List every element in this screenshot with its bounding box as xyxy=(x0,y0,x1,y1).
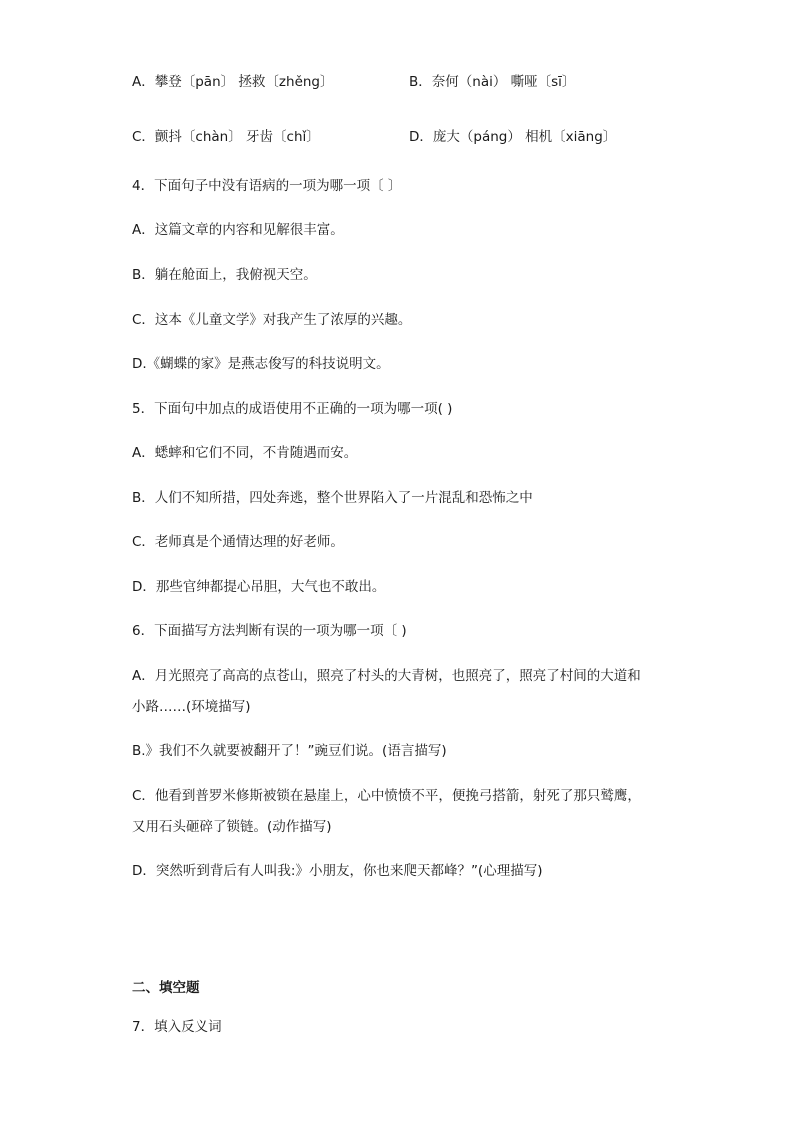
q4-option-d: D.《蝴蝶的家》是燕志俊写的科技说明文。 xyxy=(132,356,390,372)
q5-option-c: C．老师真是个通情达理的好老师。 xyxy=(132,534,344,550)
q4-option-c: C．这本《儿童文学》对我产生了浓厚的兴趣。 xyxy=(132,312,412,328)
q6-option-a-line2: 小路……(环境描写) xyxy=(132,699,251,715)
q4-option-b: B．躺在舱面上，我俯视天空。 xyxy=(132,267,317,283)
q6-option-b: B.》我们不久就要被翻开了！”豌豆们说。(语言描写) xyxy=(132,743,447,759)
q5-stem: 5．下面句中加点的成语使用不正确的一项为哪一项( ) xyxy=(132,401,453,417)
q4-option-a: A．这篇文章的内容和见解很丰富。 xyxy=(132,222,344,238)
q4-stem: 4．下面句子中没有语病的一项为哪一项〔 〕 xyxy=(132,178,402,194)
q6-option-c-line2: 又用石头砸碎了锁链。(动作描写) xyxy=(132,819,332,835)
q7-stem: 7．填入反义词 xyxy=(132,1019,222,1035)
q6-option-c-line1: C．他看到普罗米修斯被锁在悬崖上，心中愤愤不平，便挽弓搭箭，射死了那只鹫鹰， xyxy=(132,788,641,804)
q5-option-b: B．人们不知所措，四处奔逃，整个世界陷入了一片混乱和恐怖之中 xyxy=(132,490,533,506)
q3-option-a: A．攀登〔pān〕 拯救〔zhěng〕 xyxy=(132,74,334,90)
q3-option-d: D．庞大（páng） 相机〔xiāng〕 xyxy=(409,129,617,145)
q6-option-a-line1: A．月光照亮了高高的点苍山，照亮了村头的大青树，也照亮了，照亮了村间的大道和 xyxy=(132,668,641,684)
section-title: 二、填空题 xyxy=(132,980,200,996)
q3-option-b: B．奈何（nài） 嘶哑〔sī〕 xyxy=(409,74,576,90)
q3-option-c: C．颤抖〔chàn〕 牙齿〔chǐ〕 xyxy=(132,129,320,145)
q6-stem: 6．下面描写方法判断有误的一项为哪一项〔 ) xyxy=(132,623,407,639)
q5-option-a: A．蟋蟀和它们不同，不肯随遇而安。 xyxy=(132,445,358,461)
q6-option-d: D．突然听到背后有人叫我:》小朋友，你也来爬天都峰？”(心理描写) xyxy=(132,863,543,879)
q5-option-d: D．那些官绅都提心吊胆，大气也不敢出。 xyxy=(132,579,386,595)
